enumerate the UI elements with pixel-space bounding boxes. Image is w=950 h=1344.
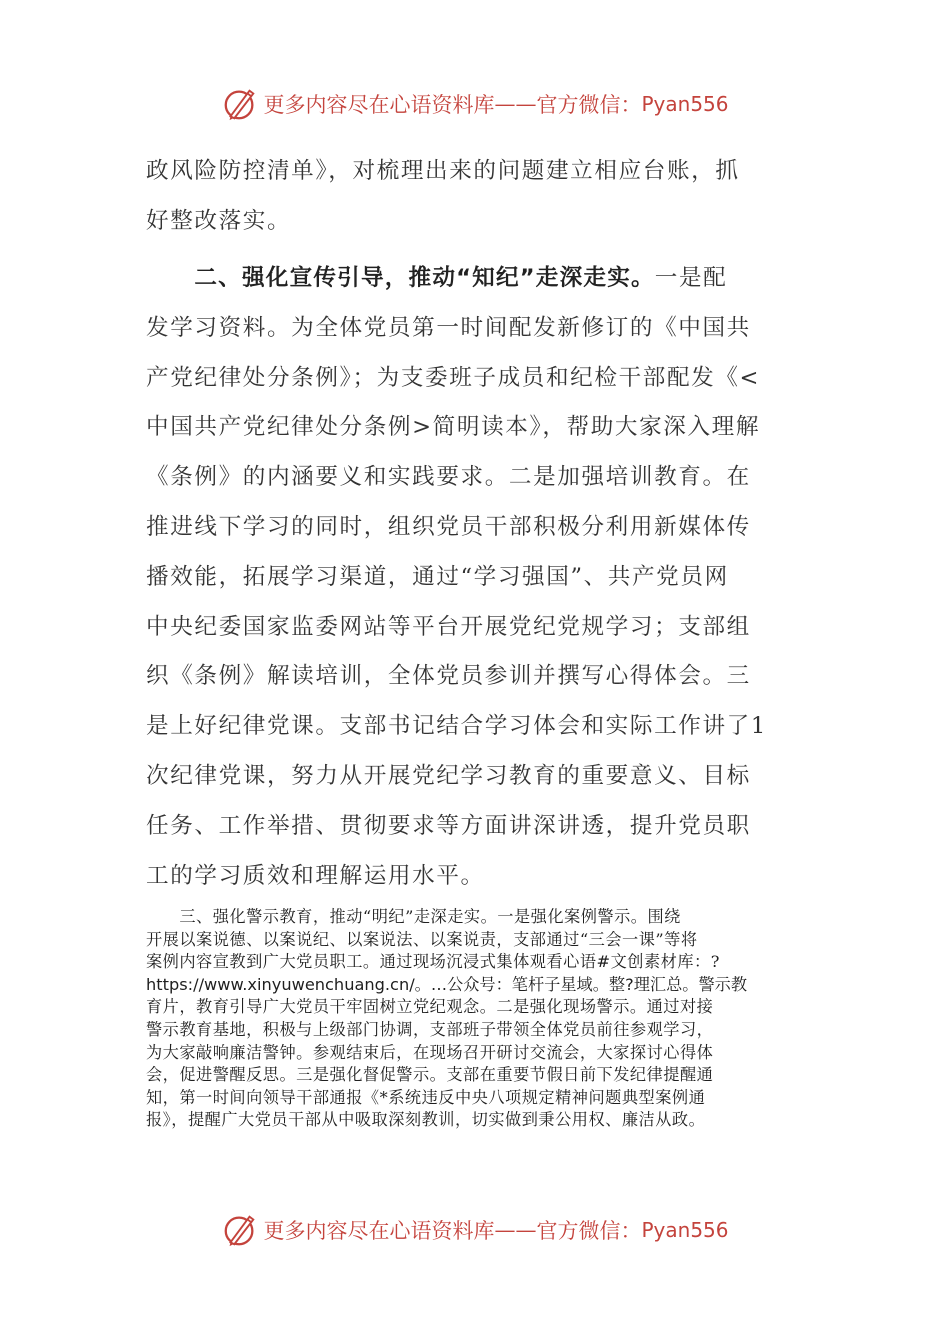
pen-in-circle-icon bbox=[221, 1211, 259, 1249]
text-segment: 一是配 bbox=[654, 265, 728, 291]
text-line: 产党纪律处分条例》；为支委班子成员和纪检干部配发《< bbox=[146, 364, 761, 391]
text-line: 会，促进警醒反思。三是强化督促警示。支部在重要节假日前下发纪律提醒通 bbox=[146, 1065, 714, 1085]
banner-official-label: 官方微信： bbox=[536, 93, 642, 117]
text-line: 播效能，拓展学习渠道，通过“学习强国”、共产党员网 bbox=[146, 563, 729, 590]
banner-dash: —— bbox=[494, 92, 537, 116]
text-line: 警示教育基地，积极与上级部门协调，支部班子带领全体党员前往参观学习， bbox=[146, 1019, 714, 1039]
text-line: 工的学习质效和理解运用水平。 bbox=[146, 862, 485, 889]
text-line: 好整改落实。 bbox=[146, 207, 292, 234]
text-line: 三、强化警示教育，推动“明纪”走深走实。一是强化案例警示。围绕 bbox=[146, 907, 681, 926]
banner-wechat-id: Pyan556 bbox=[641, 1218, 729, 1242]
paragraph-section-three bbox=[146, 906, 816, 1132]
pen-in-circle-icon bbox=[221, 85, 259, 123]
section-two-heading: 二、强化宣传引导，推动“知纪”走深走实。 bbox=[194, 265, 655, 291]
footer-banner bbox=[0, 1208, 950, 1252]
text-line: 为大家敲响廉洁警钟。参观结束后，在现场召开研讨交流会，大家探讨心得体 bbox=[146, 1042, 714, 1062]
banner-wechat-id: Pyan556 bbox=[641, 92, 729, 116]
text-line: 政风险防控清单》，对梳理出来的问题建立相应台账，抓 bbox=[146, 158, 740, 184]
banner-library-text: 更多内容尽在心语资料库 bbox=[263, 93, 495, 117]
text-line: 育片，教育引导广大党员干牢固树立党纪观念。二是强化现场警示。通过对接 bbox=[146, 997, 714, 1017]
text-line: 开展以案说德、以案说纪、以案说法、以案说责，支部通过“三会一课”等将 bbox=[146, 929, 698, 949]
text-line: 是上好纪律党课。支部书记结合学习体会和实际工作讲了1 bbox=[146, 713, 767, 740]
paragraph-section-two bbox=[146, 254, 806, 901]
text-line: 任务、工作举措、贯彻要求等方面讲深讲透，提升党员职 bbox=[146, 812, 751, 839]
text-line: 次纪律党课，努力从开展党纪学习教育的重要意义、目标 bbox=[146, 762, 751, 789]
text-line: https://www.xinyuwenchuang.cn/。…公众号：笔杆子星域。整?理汇总。警示教 bbox=[146, 974, 748, 994]
banner-official-label: 官方微信： bbox=[536, 1219, 642, 1243]
paragraph-continuation bbox=[146, 147, 806, 247]
text-line: 推进线下学习的同时，组织党员干部积极分利用新媒体传 bbox=[146, 513, 751, 540]
banner-dash: —— bbox=[494, 1218, 537, 1242]
text-line: 织《条例》解读培训，全体党员参训并撰写心得体会。三 bbox=[146, 663, 751, 690]
text-line: 发学习资料。为全体党员第一时间配发新修订的《中国共 bbox=[146, 314, 751, 341]
header-banner bbox=[0, 82, 950, 126]
text-line: 案例内容宣教到广大党员职工。通过现场沉浸式集体观看心语#文创素材库：? bbox=[146, 952, 720, 972]
text-line: 中央纪委国家监委网站等平台开展党纪党规学习；支部组 bbox=[146, 613, 751, 640]
text-line: 《条例》的内涵要义和实践要求。二是加强培训教育。在 bbox=[146, 464, 751, 491]
text-line: 知，第一时间向领导干部通报《*系统违反中央八项规定精神问题典型案例通 bbox=[146, 1087, 706, 1107]
text-line bbox=[146, 254, 806, 304]
text-line: 报》，提醒广大党员干部从中吸取深刻教训，切实做到秉公用权、廉洁从政。 bbox=[146, 1110, 706, 1130]
banner-library-text: 更多内容尽在心语资料库 bbox=[263, 1219, 495, 1243]
text-line: 中国共产党纪律处分条例>简明读本》，帮助大家深入理解 bbox=[146, 414, 761, 441]
